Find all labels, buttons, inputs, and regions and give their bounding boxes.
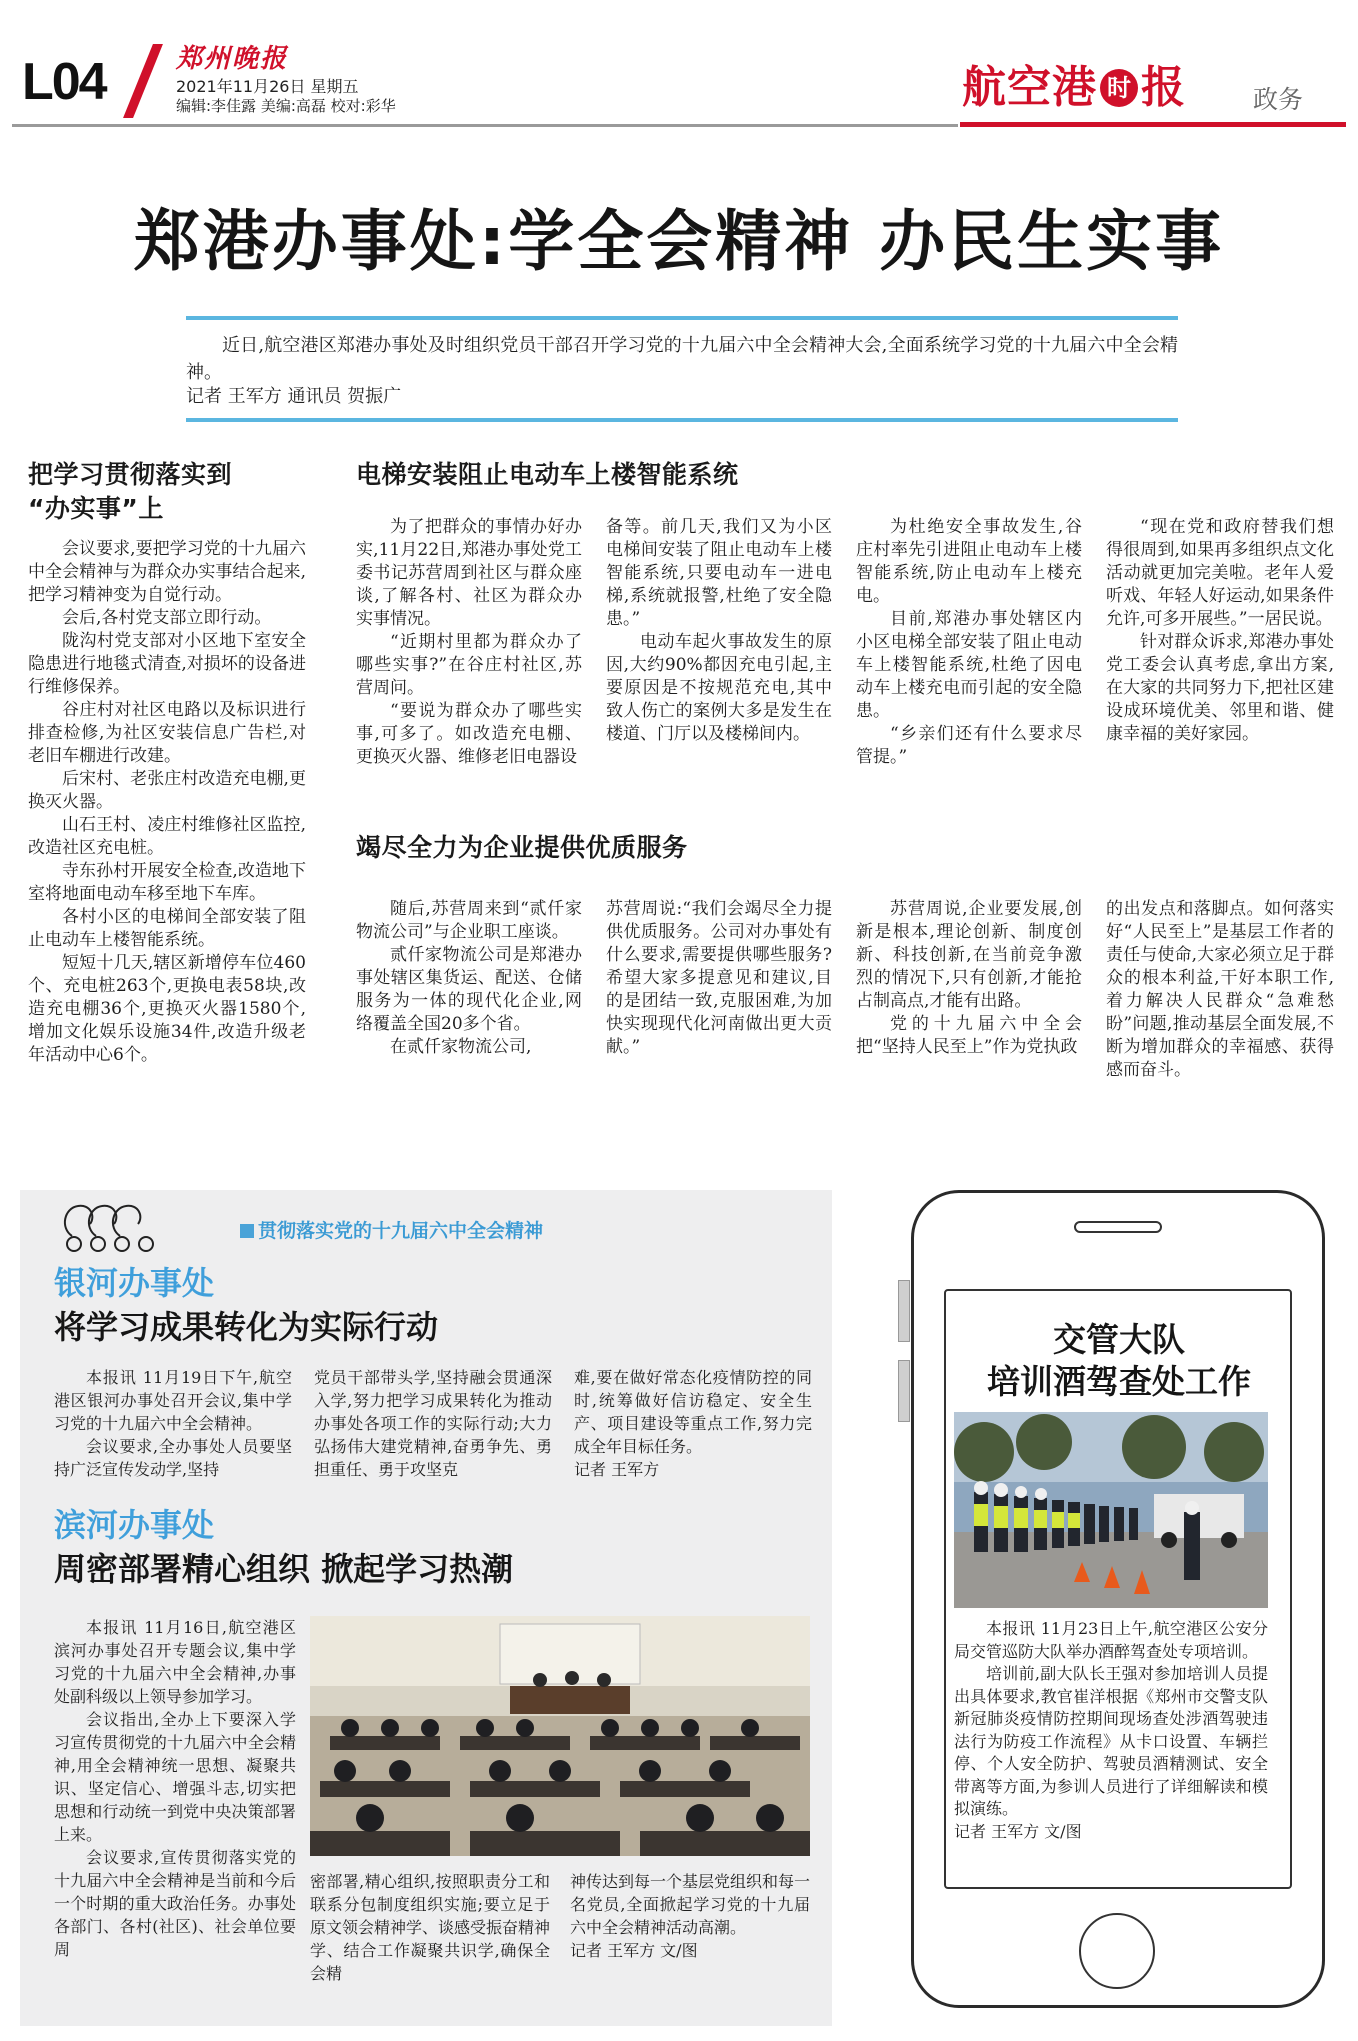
section2-col2 bbox=[606, 516, 832, 746]
paragraph: 针对群众诉求,郑港办事处党工委会认真考虑,拿出方案,在大家的共同努力下,把社区建设成环境优美、邻里和谐、健康幸福的美好家园。 bbox=[1106, 632, 1334, 744]
story2-col3 bbox=[570, 1870, 810, 1962]
page-header bbox=[0, 0, 1358, 140]
masthead-logo: 郑州晚报 bbox=[176, 44, 289, 74]
story1-headline: 将学习成果转化为实际行动 bbox=[54, 1308, 439, 1346]
phone-byline: 记者 王军方 文/图 bbox=[954, 1821, 1082, 1841]
paragraph: 会议要求,全办事处人员要坚持广泛宣传发动学,坚持 bbox=[54, 1437, 292, 1479]
header-red-rule bbox=[960, 122, 1346, 127]
paragraph: 会议要求,要把学习党的十九届六中全会精神与为群众办实事结合起来,把学习精神变为自觉行动。 bbox=[28, 539, 306, 605]
paragraph: 党的十九届六中全会把“坚持人民至上”作为党执政 bbox=[856, 1014, 1082, 1057]
paragraph: 谷庄村对社区电路以及标识进行排查检修,为社区安装信息广告栏,对老旧车棚进行改建。 bbox=[28, 700, 306, 766]
section1-heading-line2: “办实事”上 bbox=[28, 494, 164, 523]
lead-paragraph: 近日,航空港区郑港办事处及时组织党员干部召开学习党的十九届六中全会精神大会,全面系统学习党的十九届六中全会精神。 bbox=[186, 335, 1178, 383]
story2-headline: 周密部署精心组织 掀起学习热潮 bbox=[54, 1550, 514, 1588]
section-brand-b: 报 bbox=[1141, 62, 1185, 113]
page-number-slash-icon bbox=[123, 44, 163, 118]
paragraph: 苏营周说:“我们会竭尽全力提供优质服务。公司对办事处有什么要求,需要提供哪些服务?希望大家多提意见和建议,目的是团结一致,克服困难,为加快实现现代化河南做出更大贡献。” bbox=[606, 899, 832, 1057]
paragraph: 本报讯 11月16日,航空港区滨河办事处召开专题会议,集中学习党的十九届六中全会精神,办事处副科级以上领导参加学习。 bbox=[54, 1618, 296, 1706]
section-brand-badge: 时 bbox=[1100, 69, 1138, 107]
paragraph: 会议指出,全办上下要深入学习宣传贯彻党的十九届六中全会精神,用全会精神统一思想、凝聚共识、坚定信心、增强斗志,切实把思想和行动统一到党中央决策部署上来。 bbox=[54, 1710, 296, 1844]
phone-speaker-icon bbox=[1074, 1221, 1162, 1233]
paragraph: 本报讯 11月19日下午,航空港区银河办事处召开会议,集中学习党的十九届六中全会精神。 bbox=[54, 1368, 292, 1433]
paragraph: “近期村里都为群众办了哪些实事?”在谷庄村社区,苏营周问。 bbox=[356, 632, 582, 698]
phone-headline-line2: 培训酒驾查处工作 bbox=[987, 1362, 1251, 1401]
story2-col2 bbox=[310, 1870, 550, 1985]
paragraph: 在贰仟家物流公司, bbox=[390, 1037, 532, 1057]
paragraph: 密部署,精心组织,按照职责分工和联系分包制度组织实施;要立足于原文领会精神学、谈感受振奋精神学、结合工作凝聚共识学,确保全会精 bbox=[310, 1872, 551, 1983]
traffic-police-photo bbox=[954, 1412, 1268, 1608]
section3-col1 bbox=[356, 898, 582, 1059]
story1-byline: 记者 王军方 bbox=[574, 1460, 660, 1479]
paragraph: “现在党和政府替我们想得很周到,如果再多组织点文化活动就更加完美啦。老年人爱听戏、年轻人好运动,如果条件允许,可多开展些。”一居民说。 bbox=[1106, 517, 1334, 629]
paragraph: 短短十几天,辖区新增停车位460个、充电桩263个,更换电表58块,改造充电棚36个,更换灭火器1580个,增加文化娱乐设施34件,改造升级老年活动中心6个。 bbox=[28, 953, 306, 1065]
section1-heading-line1: 把学习贯彻落实到 bbox=[28, 460, 233, 489]
lead-byline: 记者 王军方 通讯员 贺振广 bbox=[186, 386, 402, 407]
sidebar-tag-square-icon bbox=[240, 1224, 254, 1238]
lead-bottom-rule bbox=[186, 418, 1178, 422]
paragraph: 难,要在做好常态化疫情防控的同时,统筹做好信访稳定、安全生产、项目建设等重点工作,努力完成全年目标任务。 bbox=[574, 1368, 812, 1456]
story1-col2 bbox=[314, 1366, 552, 1481]
section2-heading: 电梯安装阻止电动车上楼智能系统 bbox=[356, 460, 739, 489]
section2-col1 bbox=[356, 516, 582, 769]
paragraph: 山石王村、凌庄村维修社区监控,改造社区充电桩。 bbox=[28, 815, 306, 858]
paragraph: 为了把群众的事情办好办实,11月22日,郑港办事处党工委书记苏营周到社区与群众座谈,了解各村、社区为群众办实事情况。 bbox=[356, 517, 582, 629]
date-line: 2021年11月26日 星期五 bbox=[176, 77, 359, 96]
section-name: 政务 bbox=[1253, 85, 1304, 114]
story2-col1 bbox=[54, 1616, 296, 1961]
section3-col4 bbox=[1106, 898, 1334, 1082]
editors-line: 编辑:李佳露 美编:高磊 校对:彩华 bbox=[176, 97, 396, 115]
section1-body bbox=[28, 538, 306, 1067]
section3-col2 bbox=[606, 898, 832, 1059]
paragraph: 寺东孙村开展安全检查,改造地下室将地面电动车移至地下车库。 bbox=[28, 861, 306, 904]
story1-col1 bbox=[54, 1366, 292, 1481]
paragraph: 备等。前几天,我们又为小区电梯间安装了阻止电动车上楼智能系统,只要电动车一进电梯,系统就报警,杜绝了安全隐患。” bbox=[606, 517, 832, 629]
paragraph: 的出发点和落脚点。如何落实好“人民至上”是基层工作者的责任与使命,大家必须立足于群众的根本利益,干好本职工作,着力解决人民群众“急难愁盼”问题,推动基层全面发展,不断为增加群众的幸福感、获得感而奋斗。 bbox=[1106, 899, 1334, 1080]
phone-side-button-icon bbox=[898, 1360, 910, 1422]
paragraph: 后宋村、老张庄村改造充电棚,更换灭火器。 bbox=[28, 769, 306, 812]
section2-col3 bbox=[856, 516, 1082, 769]
paragraph: “要说为群众办了哪些实事,可多了。如改造充电棚、更换灭火器、维修老旧电器设 bbox=[356, 701, 582, 767]
section3-heading: 竭尽全力为企业提供优质服务 bbox=[356, 833, 688, 862]
section-brand-a: 航空港 bbox=[962, 62, 1097, 113]
paragraph: 本报讯 11月23日上午,航空港区公安分局交管巡防大队举办酒醉驾查处专项培训。 bbox=[954, 1619, 1268, 1661]
paragraph: 各村小区的电梯间全部安装了阻止电动车上楼智能系统。 bbox=[28, 907, 306, 950]
phone-body bbox=[954, 1618, 1268, 1843]
main-headline: 郑港办事处:学全会精神 办民生实事 bbox=[133, 203, 1225, 280]
paragraph: 电动车起火事故发生的原因,大约90%都因充电引起,主要原因是不按规范充电,其中致人伤亡的案例大多是发生在楼道、门厅以及楼梯间内。 bbox=[606, 632, 832, 744]
paragraph: “乡亲们还有什么要求尽管提。” bbox=[856, 724, 1082, 767]
header-gray-rule bbox=[12, 124, 958, 127]
phone-side-button-icon bbox=[898, 1280, 910, 1342]
paragraph: 陇沟村党支部对小区地下室安全隐患进行地毯式清查,对损坏的设备进行维修保养。 bbox=[28, 631, 306, 697]
sidebar-box bbox=[20, 1190, 832, 2026]
lead-top-rule bbox=[186, 316, 1178, 320]
story1-kicker: 银河办事处 bbox=[54, 1264, 215, 1302]
paragraph: 神传达到每一个基层党组织和每一名党员,全面掀起学习党的十九届六中全会精神活动高潮。 bbox=[570, 1872, 811, 1937]
paragraph: 目前,郑港办事处辖区内小区电梯全部安装了阻止电动车上楼智能系统,杜绝了因电动车上楼充电而引起的安全隐患。 bbox=[856, 609, 1082, 721]
paragraph: 贰仟家物流公司是郑港办事处辖区集货运、配送、仓储服务为一体的现代化企业,网络覆盖全国20多个省。 bbox=[356, 945, 582, 1034]
phone-home-button-icon bbox=[1079, 1913, 1155, 1989]
phone-headline-line1: 交管大队 bbox=[1053, 1320, 1185, 1359]
story2-byline: 记者 王军方 文/图 bbox=[570, 1941, 698, 1960]
story1-col3 bbox=[574, 1366, 812, 1481]
story2-kicker: 滨河办事处 bbox=[54, 1506, 215, 1544]
paragraph: 培训前,副大队长王强对参加培训人员提出具体要求,教官崔洋根据《郑州市交警支队新冠肺炎疫情防控期间现场查处涉酒驾驶违法行为防疫工作流程》从卡口设置、车辆拦停、个人安全防护、驾驶员酒精测试、安全带离等方面,为参训人员进行了详细解读和模拟演练。 bbox=[954, 1664, 1268, 1818]
section-brand bbox=[962, 60, 1185, 116]
paragraph: 随后,苏营周来到“贰仟家物流公司”与企业职工座谈。 bbox=[356, 899, 582, 942]
section2-col4 bbox=[1106, 516, 1334, 746]
sidebar-tag: 贯彻落实党的十九届六中全会精神 bbox=[258, 1220, 544, 1242]
paragraph: 会后,各村党支部立即行动。 bbox=[62, 608, 272, 628]
paragraph: 会议要求,宣传贯彻落实党的十九届六中全会精神是当前和今后一个时期的重大政治任务。办事处各部门、各村(社区)、社会单位要周 bbox=[54, 1848, 296, 1959]
paragraph: 党员干部带头学,坚持融会贯通深入学,努力把学习成果转化为推动办事处各项工作的实际行动;大力弘扬伟大建党精神,奋勇争先、勇担重任、勇于攻坚克 bbox=[314, 1368, 552, 1479]
curl-ornament-icon bbox=[50, 1198, 160, 1258]
paragraph: 为杜绝安全事故发生,谷庄村率先引进阻止电动车上楼智能系统,防止电动车上楼充电。 bbox=[856, 517, 1082, 606]
section3-col3 bbox=[856, 898, 1082, 1059]
page-number: L04 bbox=[22, 53, 106, 111]
meeting-photo bbox=[310, 1616, 810, 1856]
paragraph: 苏营周说,企业要发展,创新是根本,理论创新、制度创新、科技创新,在当前竞争激烈的情况下,只有创新,才能抢占制高点,才能有出路。 bbox=[856, 899, 1082, 1011]
